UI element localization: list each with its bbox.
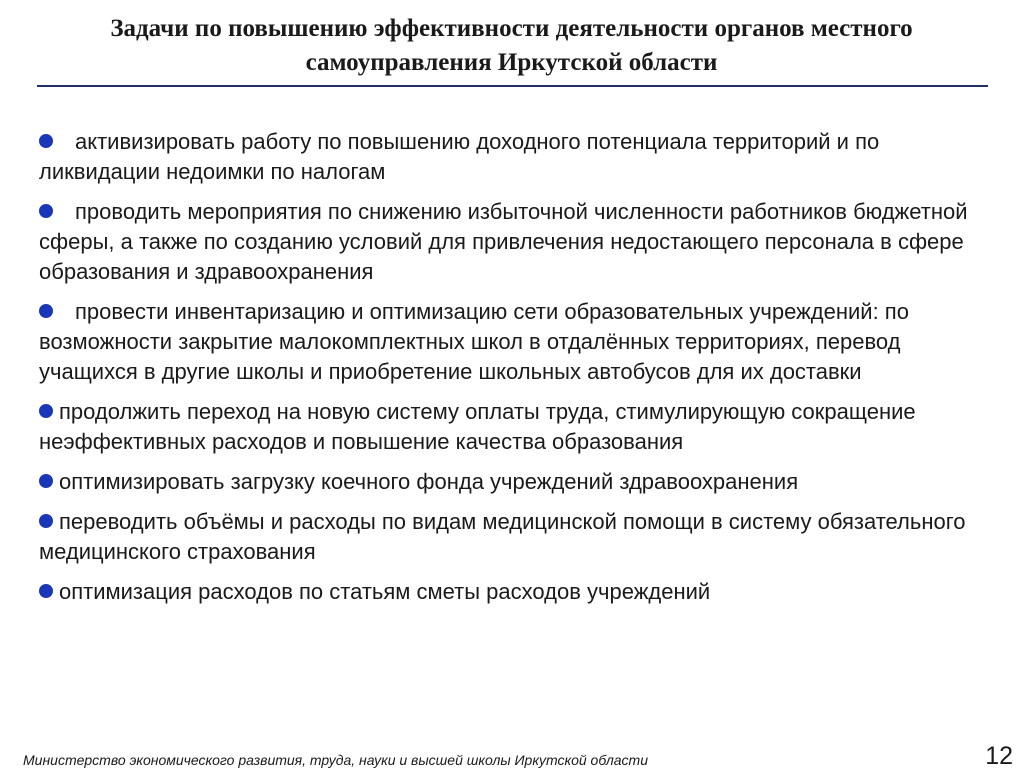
bullet-text: переводить объёмы и расходы по видам медицинской помощи в систему обязательного медицинского страхования xyxy=(39,509,966,564)
bullet-item xyxy=(39,577,989,607)
bullet-text: провести инвентаризацию и оптимизацию сети образовательных учреждений: по возможности закрытие малокомплектных школ в отдалённых территориях, перевод учащихся в другие школы и приобретение школьных автобусов для их доставки xyxy=(39,299,909,384)
slide-title-line-2: самоуправления Иркутской области xyxy=(305,49,718,76)
bullet-text: продолжить переход на новую систему оплаты труда, стимулирующую сокращение неэффективных расходов и повышение качества образования xyxy=(39,399,916,454)
bullet-text: оптимизация расходов по статьям сметы расходов учреждений xyxy=(59,579,711,604)
slide-title-line-1: Задачи по повышению эффективности деятельности органов местного xyxy=(110,15,913,42)
bullet-dot-icon xyxy=(39,404,53,418)
bullet-item xyxy=(39,467,989,497)
bullet-text: оптимизировать загрузку коечного фонда учреждений здравоохранения xyxy=(59,469,799,494)
slide-title xyxy=(30,12,993,80)
bullet-dot-icon xyxy=(39,304,53,318)
bullet-item xyxy=(39,507,989,567)
page-number: 12 xyxy=(985,742,1013,770)
title-divider xyxy=(37,85,988,87)
bullet-dot-icon xyxy=(39,584,53,598)
bullet-dot-icon xyxy=(39,134,53,148)
bullet-item xyxy=(39,297,989,387)
footer-ministry: Министерство экономического развития, труда, науки и высшей школы Иркутской области xyxy=(23,752,649,768)
bullet-text: проводить мероприятия по снижению избыточной численности работников бюджетной сферы, а также по созданию условий для привлечения недостающего персонала в сфере образования и здравоохранения xyxy=(39,199,968,284)
bullet-list xyxy=(39,127,989,617)
bullet-dot-icon xyxy=(39,474,53,488)
bullet-item xyxy=(39,397,989,457)
bullet-item xyxy=(39,127,989,187)
bullet-dot-icon xyxy=(39,204,53,218)
bullet-dot-icon xyxy=(39,514,53,528)
bullet-item xyxy=(39,197,989,287)
bullet-text: активизировать работу по повышению доходного потенциала территорий и по ликвидации недоимки по налогам xyxy=(39,129,880,184)
